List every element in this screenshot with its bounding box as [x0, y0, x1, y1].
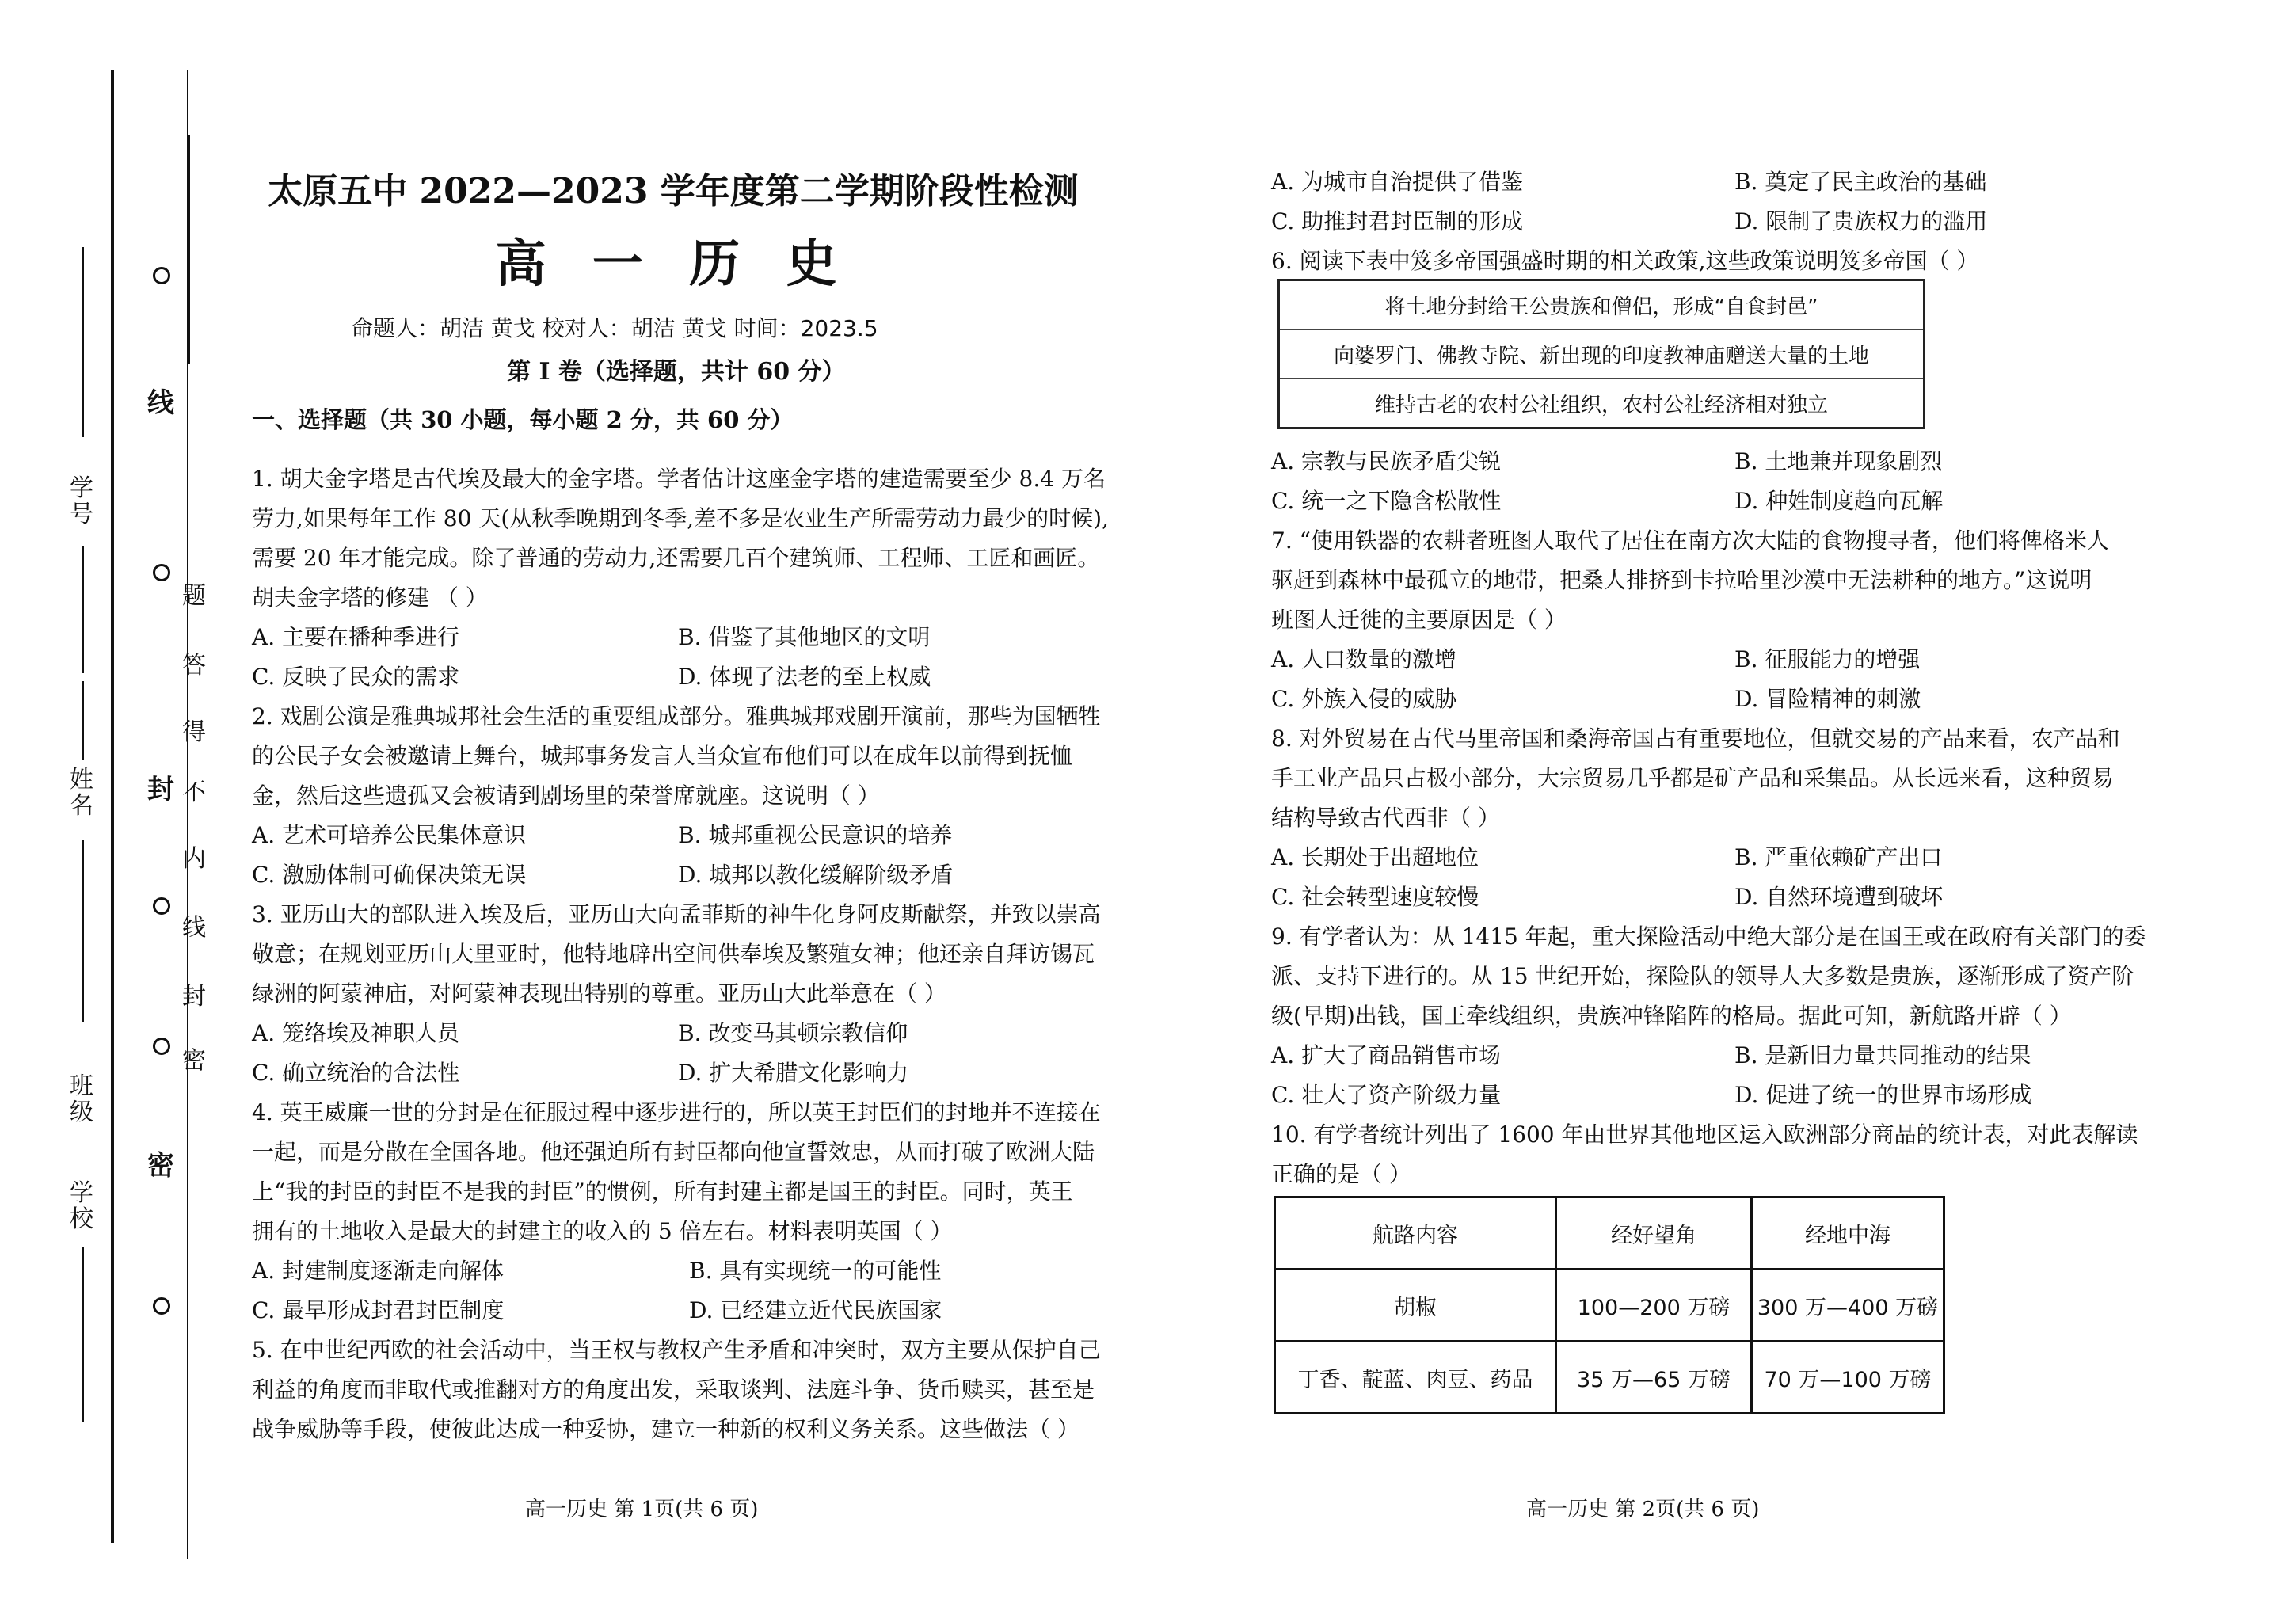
name-blank-lower[interactable]: [82, 840, 84, 1022]
q7-line-2: 驱赶到森林中最孤立的地带，把桑人排挤到卡拉哈里沙漠中无法耕种的地方。”这说明: [1271, 567, 2092, 593]
q6-table-row-2: 向婆罗门、佛教寺院、新出现的印度教神庙赠送大量的土地: [1279, 329, 1925, 379]
q4-option-c[interactable]: C. 最早形成封君封臣制度: [252, 1297, 505, 1323]
q3-line-3: 绿洲的阿蒙神庙，对阿蒙神表现出特别的尊重。亚历山大此举意在（ ）: [252, 980, 946, 1007]
seal-feng: 封: [147, 774, 174, 805]
q8-option-d[interactable]: D. 自然环境遭到破坏: [1734, 884, 1944, 910]
q3-line-1: 3. 亚历山大的部队进入埃及后，亚历山大向孟菲斯的神牛化身阿皮斯献祭，并致以崇高: [252, 901, 1101, 927]
q10-header-route: 航路内容: [1275, 1197, 1556, 1270]
q1-option-a[interactable]: A. 主要在播种季进行: [252, 624, 460, 650]
class-label: 班级: [70, 1072, 93, 1126]
binding-hole-4: [153, 1038, 170, 1055]
name-blank[interactable]: [82, 681, 84, 760]
student-id-blank-lower[interactable]: [82, 546, 84, 673]
seal-mi: 密: [147, 1150, 174, 1182]
q2-option-d[interactable]: D. 城邦以教化缓解阶级矛盾: [678, 862, 954, 888]
q4-line-2: 一起，而是分散在全国各地。他还强迫所有封臣都向他宣誓效忠，从而打破了欧洲大陆: [252, 1139, 1095, 1165]
q10-trade-table: [1274, 1196, 1945, 1414]
q6-option-c[interactable]: C. 统一之下隐含松散性: [1271, 488, 1502, 514]
q9-line-3: 级(早期)出钱，国王牵线组织，贵族冲锋陷阵的格局。据此可知，新航路开辟（ ）: [1271, 1003, 2072, 1029]
q6-table-row-3: 维持古老的农村公社组织，农村公社经济相对独立: [1279, 379, 1925, 428]
subject-title: 高 一 历 史: [495, 234, 851, 294]
q10-header-med: 经地中海: [1752, 1197, 1944, 1270]
q9-option-b[interactable]: B. 是新旧力量共同推动的结果: [1734, 1042, 2031, 1068]
q2-option-b[interactable]: B. 城邦重视公民意识的培养: [678, 822, 953, 848]
notice-char-3: 得: [182, 718, 206, 746]
q2-line-2: 的公民子女会被邀请上舞台，城邦事务发言人当众宣布他们可以在成年以前得到抚恤: [252, 743, 1073, 769]
q5-option-d[interactable]: D. 限制了贵族权力的滥用: [1734, 208, 1988, 234]
q3-option-a[interactable]: A. 笼络埃及神职人员: [252, 1020, 460, 1046]
q3-option-c[interactable]: C. 确立统治的合法性: [252, 1060, 460, 1086]
q7-line-3: 班图人迁徙的主要原因是（ ）: [1271, 607, 1567, 633]
q4-line-1: 4. 英王威廉一世的分封是在征服过程中逐步进行的，所以英王封臣们的封地并不连接在: [252, 1099, 1101, 1125]
binding-hole-1: [153, 267, 170, 284]
school-label: 学校: [70, 1179, 93, 1233]
q2-option-a[interactable]: A. 艺术可培养公民集体意识: [252, 822, 527, 848]
q7-option-d[interactable]: D. 冒险精神的刺激: [1734, 686, 1921, 712]
q2-line-3: 金，然后这些遗孤又会被请到剧场里的荣誉席就座。这说明（ ）: [252, 782, 880, 809]
q10-row-1-med: 300 万—400 万磅: [1752, 1270, 1944, 1342]
q10-row-2-cape: 35 万—65 万磅: [1556, 1342, 1752, 1414]
page-1-footer: 高一历史 第 1页(共 6 页): [525, 1498, 759, 1521]
q10-line-2: 正确的是（ ）: [1271, 1161, 1411, 1187]
inner-tick-line: [188, 135, 190, 364]
q8-option-b[interactable]: B. 严重依赖矿产出口: [1734, 844, 1943, 870]
q1-line-3: 需要 20 年才能完成。除了普通的劳动力,还需要几百个建筑师、工程师、工匠和画匠。: [252, 545, 1100, 571]
q4-option-d[interactable]: D. 已经建立近代民族国家: [689, 1297, 942, 1323]
q7-line-1: 7. “使用铁器的农耕者班图人取代了居住在南方次大陆的食物搜寻者，他们将俾格米人: [1271, 527, 2109, 554]
notice-char-7: 封: [182, 983, 206, 1011]
q1-option-c[interactable]: C. 反映了民众的需求: [252, 664, 460, 690]
q8-line-2: 手工业产品只占极小部分，大宗贸易几乎都是矿产品和采集品。从长远来看，这种贸易: [1271, 765, 2115, 791]
q9-line-2: 派、支持下进行的。从 15 世纪开始，探险队的领导人大多数是贵族，逐渐形成了资产阶: [1271, 963, 2134, 989]
binding-hole-2: [153, 564, 170, 581]
volume-heading: 第 I 卷（选择题，共计 60 分）: [507, 358, 846, 386]
student-id-label: 学号: [70, 474, 93, 528]
q6-line-1: 6. 阅读下表中笈多帝国强盛时期的相关政策,这些政策说明笈多帝国（ ）: [1271, 248, 1979, 274]
q8-option-a[interactable]: A. 长期处于出超地位: [1271, 844, 1479, 870]
seal-xian: 线: [147, 387, 174, 419]
binding-hole-5: [153, 1297, 170, 1315]
q5-line-3: 战争威胁等手段，使彼此达成一种妥协，建立一种新的权利义务关系。这些做法（ ）: [252, 1416, 1079, 1442]
q5-option-b[interactable]: B. 奠定了民主政治的基础: [1734, 169, 1987, 195]
exam-meta: 命题人：胡洁 黄戈 校对人：胡洁 黄戈 时间：2023.5: [351, 315, 878, 341]
q9-option-c[interactable]: C. 壮大了资产阶级力量: [1271, 1082, 1502, 1108]
q10-header-cape: 经好望角: [1556, 1197, 1752, 1270]
q3-option-b[interactable]: B. 改变马其顿宗教信仰: [678, 1020, 908, 1046]
notice-char-4: 不: [182, 779, 206, 806]
q3-option-d[interactable]: D. 扩大希腊文化影响力: [678, 1060, 909, 1086]
q3-line-2: 敬意；在规划亚历山大里亚时，他特地辟出空间供奉埃及繁殖女神；他还亲自拜访锡瓦: [252, 941, 1095, 967]
q1-option-d[interactable]: D. 体现了法老的至上权威: [678, 664, 931, 690]
binding-hole-3: [153, 897, 170, 915]
section-heading: 一、选择题（共 30 小题，每小题 2 分，共 60 分）: [252, 406, 794, 433]
q10-line-1: 10. 有学者统计列出了 1600 年由世界其他地区运入欧洲部分商品的统计表，对此表解读: [1271, 1121, 2138, 1148]
outer-border-line: [111, 70, 114, 1543]
q4-line-3: 上“我的封臣的封臣不是我的封臣”的惯例，所有封建主都是国王的封臣。同时，英王: [252, 1178, 1073, 1205]
q6-option-b[interactable]: B. 土地兼并现象剧烈: [1734, 448, 1943, 474]
q6-option-a[interactable]: A. 宗教与民族矛盾尖锐: [1271, 448, 1502, 474]
q5-option-c[interactable]: C. 助推封君封臣制的形成: [1271, 208, 1524, 234]
q5-option-a[interactable]: A. 为城市自治提供了借鉴: [1271, 169, 1524, 195]
q8-option-c[interactable]: C. 社会转型速度较慢: [1271, 884, 1479, 910]
q1-line-2: 劳力,如果每年工作 80 天(从秋季晚期到冬季,差不多是农业生产所需劳动力最少的时候),: [252, 505, 1109, 531]
name-label: 姓名: [70, 766, 93, 820]
q1-option-b[interactable]: B. 借鉴了其他地区的文明: [678, 624, 931, 650]
q6-table-row-1: 将土地分封给王公贵族和僧侣，形成“自食封邑”: [1279, 280, 1925, 330]
q8-line-1: 8. 对外贸易在古代马里帝国和桑海帝国占有重要地位，但就交易的产品来看，农产品和: [1271, 725, 2120, 752]
q4-option-a[interactable]: A. 封建制度逐渐走向解体: [252, 1258, 505, 1284]
q9-line-1: 9. 有学者认为：从 1415 年起，重大探险活动中绝大部分是在国王或在政府有关部门的委: [1271, 923, 2146, 950]
page-2-footer: 高一历史 第 2页(共 6 页): [1526, 1498, 1760, 1521]
exam-title: 太原五中 2022—2023 学年度第二学期阶段性检测: [268, 171, 1079, 211]
q2-line-1: 2. 戏剧公演是雅典城邦社会生活的重要组成部分。雅典城邦戏剧开演前，那些为国牺牲: [252, 703, 1101, 729]
q10-row-2-item: 丁香、靛蓝、肉豆、药品: [1275, 1342, 1556, 1414]
q4-option-b[interactable]: B. 具有实现统一的可能性: [689, 1258, 942, 1284]
notice-char-8: 密: [182, 1047, 206, 1075]
notice-char-6: 线: [182, 914, 206, 942]
q7-option-b[interactable]: B. 征服能力的增强: [1734, 646, 1921, 672]
q5-line-2: 利益的角度而非取代或推翻对方的角度出发，采取谈判、法庭斗争、货币赎买，甚至是: [252, 1376, 1095, 1403]
school-blank[interactable]: [82, 1247, 84, 1422]
notice-char-5: 内: [182, 845, 206, 873]
q9-option-d[interactable]: D. 促进了统一的世界市场形成: [1734, 1082, 2032, 1108]
notice-char-2: 答: [182, 652, 206, 680]
q6-policy-table: [1277, 279, 1925, 429]
q10-row-1-cape: 100—200 万磅: [1556, 1270, 1752, 1342]
q6-option-d[interactable]: D. 种姓制度趋向瓦解: [1734, 488, 1944, 514]
q5-line-1: 5. 在中世纪西欧的社会活动中，当王权与教权产生矛盾和冲突时，双方主要从保护自己: [252, 1337, 1101, 1363]
q7-option-c[interactable]: C. 外族入侵的威胁: [1271, 686, 1457, 712]
q10-row-2-med: 70 万—100 万磅: [1752, 1342, 1944, 1414]
q1-line-4: 胡夫金字塔的修建 （ ）: [252, 584, 488, 611]
q8-line-3: 结构导致古代西非（ ）: [1271, 805, 1500, 831]
q9-option-a[interactable]: A. 扩大了商品销售市场: [1271, 1042, 1502, 1068]
q10-row-1-item: 胡椒: [1275, 1270, 1556, 1342]
q4-line-4: 拥有的土地收入是最大的封建主的收入的 5 倍左右。材料表明英国（ ）: [252, 1218, 953, 1244]
q1-line-1: 1. 胡夫金字塔是古代埃及最大的金字塔。学者估计这座金字塔的建造需要至少 8.4 万名: [252, 466, 1106, 492]
notice-char-1: 题: [182, 582, 206, 610]
student-id-blank[interactable]: [82, 247, 84, 437]
q2-option-c[interactable]: C. 激励体制可确保决策无误: [252, 862, 527, 888]
q7-option-a[interactable]: A. 人口数量的激增: [1271, 646, 1457, 672]
